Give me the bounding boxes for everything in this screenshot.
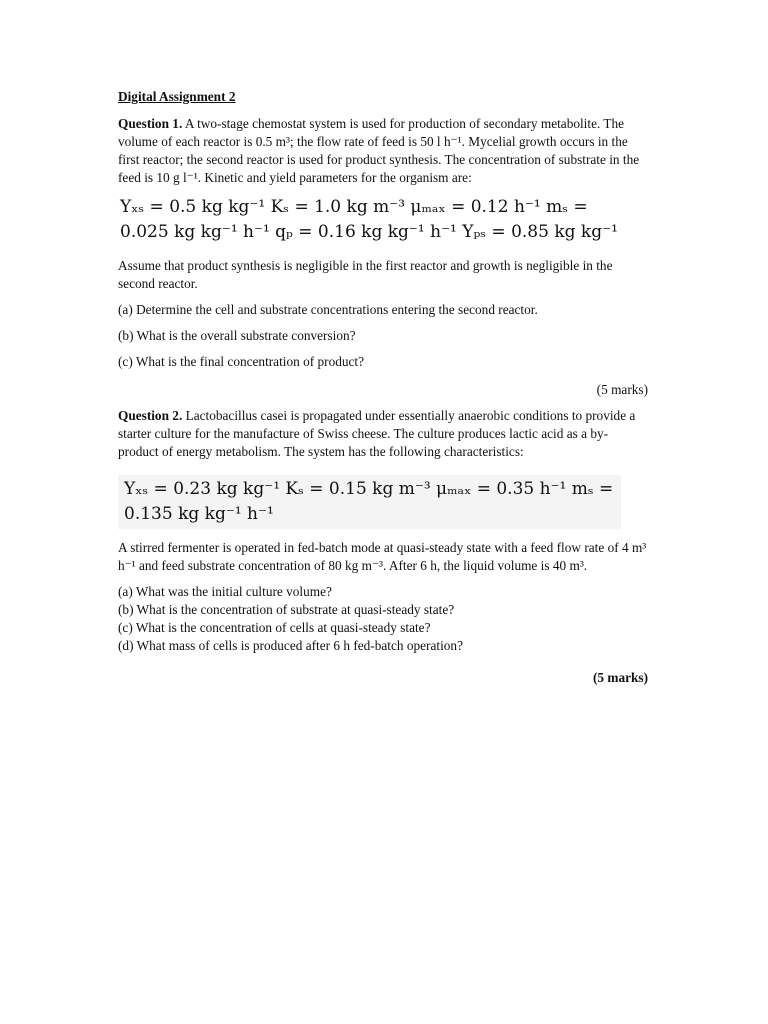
question-1-parameters-line-2: 0.025 kg kg⁻¹ h⁻¹ qₚ = 0.16 kg kg⁻¹ h⁻¹ Yₚₛ = 0.85 kg kg⁻¹ [120,222,618,242]
question-2-fed-batch-text: A stirred fermenter is operated in fed-batch mode at quasi-steady state with a feed flow rate of 4 m³ h⁻¹ and feed substrate concentration of 80 kg m⁻³. After 6 h, the liquid volume is 40 m³. [118,540,647,573]
question-2-part-d: (d) What mass of cells is produced after 6 h fed-batch operation? [118,638,463,653]
question-2-marks: (5 marks) [592,670,648,685]
question-2-part-b: (b) What is the concentration of substrate at quasi-steady state? [118,602,455,617]
document-page [118,88,648,695]
question-2-intro [118,407,648,461]
question-1-marks: (5 marks) [596,382,648,397]
question-1-parameters [118,195,648,245]
question-2-parameters-line-2: 0.135 kg kg⁻¹ h⁻¹ [124,504,274,524]
document-title: Digital Assignment 2 [118,89,236,104]
question-1-part-b: (b) What is the overall substrate conversion? [118,328,356,343]
question-1-label: Question 1. [118,116,183,131]
question-2-parameters-line-1: Yₓₛ = 0.23 kg kg⁻¹ Kₛ = 0.15 kg m⁻³ μₘₐₓ = 0.35 h⁻¹ mₛ = [124,479,614,499]
question-2-part-a: (a) What was the initial culture volume? [118,584,332,599]
question-1-part-a: (a) Determine the cell and substrate concentrations entering the second reactor. [118,302,538,317]
question-2-label: Question 2. [118,408,183,423]
question-1-part-c: (c) What is the final concentration of product? [118,354,365,369]
question-1-text: A two-stage chemostat system is used for production of secondary metabolite. The volume of each reactor is 0.5 m³; the flow rate of feed is 50 l h⁻¹. Mycelial growth occurs in the first reactor; the second reactor is used for product synthesis. The concentration of substrate in the feed is 10 g l⁻¹. Kinetic and yield parameters for the organism are: [118,116,640,185]
question-2-parameters [118,475,621,529]
question-1-intro [118,115,648,187]
question-1-parameters-line-1: Yₓₛ = 0.5 kg kg⁻¹ Kₛ = 1.0 kg m⁻³ μₘₐₓ = 0.12 h⁻¹ mₛ = [120,197,588,217]
question-1-assumption: Assume that product synthesis is negligible in the first reactor and growth is negligible in the second reactor. [118,258,613,291]
question-2-text: Lactobacillus casei is propagated under essentially anaerobic conditions to provide a starter culture for the manufacture of Swiss cheese. The culture produces lactic acid as a by-product of energy metabolism. The system has the following characteristics: [118,408,636,459]
question-2-part-c: (c) What is the concentration of cells at quasi-steady state? [118,620,431,635]
